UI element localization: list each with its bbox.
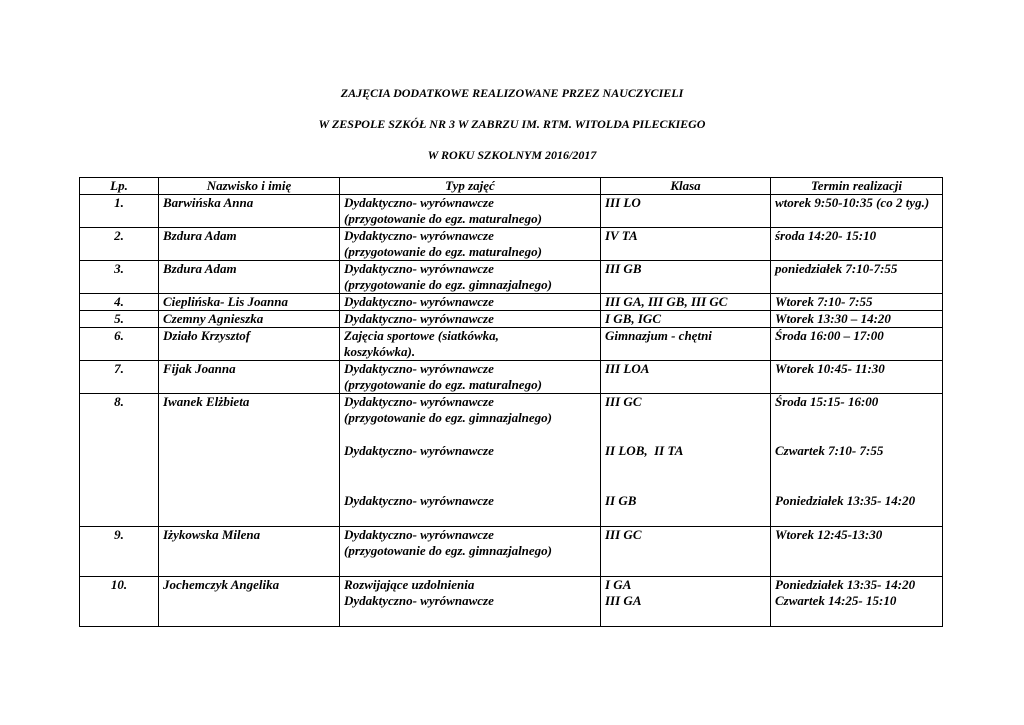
row-type-line: Dydaktyczno- wyrównawcze (344, 593, 494, 608)
row-lp: 10. (80, 577, 159, 627)
document-titles (0, 86, 1024, 179)
row-class-line: III GA (605, 593, 642, 608)
row-type: Dydaktyczno- wyrównawcze (340, 294, 601, 311)
row-type (340, 577, 601, 627)
row-type-line: (przygotowanie do egz. gimnazjalnego) (344, 543, 553, 558)
row-term-line: Poniedziałek 13:35- 14:20 (775, 493, 916, 508)
row-lp: 2. (80, 228, 159, 261)
row-type (340, 261, 601, 294)
row-type-line: Dydaktyczno- wyrównawcze (344, 261, 494, 276)
row-type-line: (przygotowanie do egz. maturalnego) (344, 244, 542, 259)
table-row (80, 361, 943, 394)
row-class-line: II LOB, II TA (605, 443, 684, 458)
row-type-line: Dydaktyczno- wyrównawcze (344, 361, 494, 376)
row-class (601, 394, 771, 527)
row-class: III GA, III GB, III GC (601, 294, 771, 311)
table-row (80, 228, 943, 261)
row-class: III LO (601, 195, 771, 228)
table-row (80, 328, 943, 361)
row-term: Środa 16:00 – 17:00 (771, 328, 943, 361)
row-class-line: III GC (605, 394, 642, 409)
row-name: Fijak Joanna (159, 361, 340, 394)
row-name: Bzdura Adam (159, 261, 340, 294)
row-lp: 1. (80, 195, 159, 228)
row-type (340, 328, 601, 361)
row-type-line: Zajęcia sportowe (siatkówka, (344, 328, 499, 343)
header-class: Klasa (601, 178, 771, 195)
activities-table (79, 177, 943, 627)
row-lp: 3. (80, 261, 159, 294)
row-lp: 8. (80, 394, 159, 527)
row-term: Wtorek 10:45- 11:30 (771, 361, 943, 394)
title-line-2: W ZESPOLE SZKÓŁ NR 3 W ZABRZU IM. RTM. WITOLDA PILECKIEGO (318, 117, 706, 131)
row-term: poniedziałek 7:10-7:55 (771, 261, 943, 294)
row-type-line: Dydaktyczno- wyrównawcze (344, 228, 494, 243)
row-type-line: Dydaktyczno- wyrównawcze (344, 443, 494, 458)
row-type-line: (przygotowanie do egz. maturalnego) (344, 377, 542, 392)
row-name: Iwanek Elżbieta (159, 394, 340, 527)
row-class: IV TA (601, 228, 771, 261)
row-name: Jochemczyk Angelika (159, 577, 340, 627)
row-lp: 6. (80, 328, 159, 361)
row-lp: 5. (80, 311, 159, 328)
row-lp: 9. (80, 527, 159, 577)
header-term: Termin realizacji (771, 178, 943, 195)
row-term-line: Środa 15:15- 16:00 (775, 394, 879, 409)
row-type (340, 195, 601, 228)
row-type (340, 361, 601, 394)
row-name: Działo Krzysztof (159, 328, 340, 361)
table-row (80, 577, 943, 627)
table-row (80, 195, 943, 228)
row-class-line: II GB (605, 493, 637, 508)
row-class-line: I GA (605, 577, 632, 592)
row-term: środa 14:20- 15:10 (771, 228, 943, 261)
row-type-line: (przygotowanie do egz. gimnazjalnego) (344, 277, 553, 292)
table-row (80, 527, 943, 577)
row-term (771, 577, 943, 627)
row-type-line: koszykówka). (344, 344, 416, 359)
table-header-row (80, 178, 943, 195)
title-line-1: ZAJĘCIA DODATKOWE REALIZOWANE PRZEZ NAUCZYCIELI (340, 86, 684, 100)
header-name: Nazwisko i imię (159, 178, 340, 195)
row-name: Barwińska Anna (159, 195, 340, 228)
row-class: Gimnazjum - chętni (601, 328, 771, 361)
row-term: wtorek 9:50-10:35 (co 2 tyg.) (771, 195, 943, 228)
row-class: I GB, IGC (601, 311, 771, 328)
header-lp: Lp. (80, 178, 159, 195)
table-row (80, 294, 943, 311)
row-type (340, 394, 601, 527)
row-type-line: Dydaktyczno- wyrównawcze (344, 195, 494, 210)
row-term-line: Czwartek 14:25- 15:10 (775, 593, 897, 608)
row-name: Bzdura Adam (159, 228, 340, 261)
row-term: Wtorek 13:30 – 14:20 (771, 311, 943, 328)
row-term: Wtorek 7:10- 7:55 (771, 294, 943, 311)
row-term (771, 394, 943, 527)
row-class: III LOA (601, 361, 771, 394)
row-name: Cieplińska- Lis Joanna (159, 294, 340, 311)
row-type-line: Dydaktyczno- wyrównawcze (344, 394, 494, 409)
row-type-line: (przygotowanie do egz. gimnazjalnego) (344, 410, 553, 425)
row-type (340, 527, 601, 577)
table-row (80, 311, 943, 328)
table-row (80, 261, 943, 294)
row-type-line: Dydaktyczno- wyrównawcze (344, 527, 494, 542)
row-term-line: Poniedziałek 13:35- 14:20 (775, 577, 916, 592)
header-type: Typ zajęć (340, 178, 601, 195)
row-type (340, 228, 601, 261)
title-line-3: W ROKU SZKOLNYM 2016/2017 (427, 148, 597, 162)
row-type: Dydaktyczno- wyrównawcze (340, 311, 601, 328)
row-name: Iżykowska Milena (159, 527, 340, 577)
table-row (80, 394, 943, 527)
row-lp: 7. (80, 361, 159, 394)
row-term: Wtorek 12:45-13:30 (771, 527, 943, 577)
row-type-line: Rozwijające uzdolnienia (344, 577, 475, 592)
row-class (601, 577, 771, 627)
row-term-line: Czwartek 7:10- 7:55 (775, 443, 884, 458)
row-class: III GB (601, 261, 771, 294)
row-lp: 4. (80, 294, 159, 311)
row-type-line: (przygotowanie do egz. maturalnego) (344, 211, 542, 226)
row-type-line: Dydaktyczno- wyrównawcze (344, 493, 494, 508)
row-name: Czemny Agnieszka (159, 311, 340, 328)
row-class: III GC (601, 527, 771, 577)
